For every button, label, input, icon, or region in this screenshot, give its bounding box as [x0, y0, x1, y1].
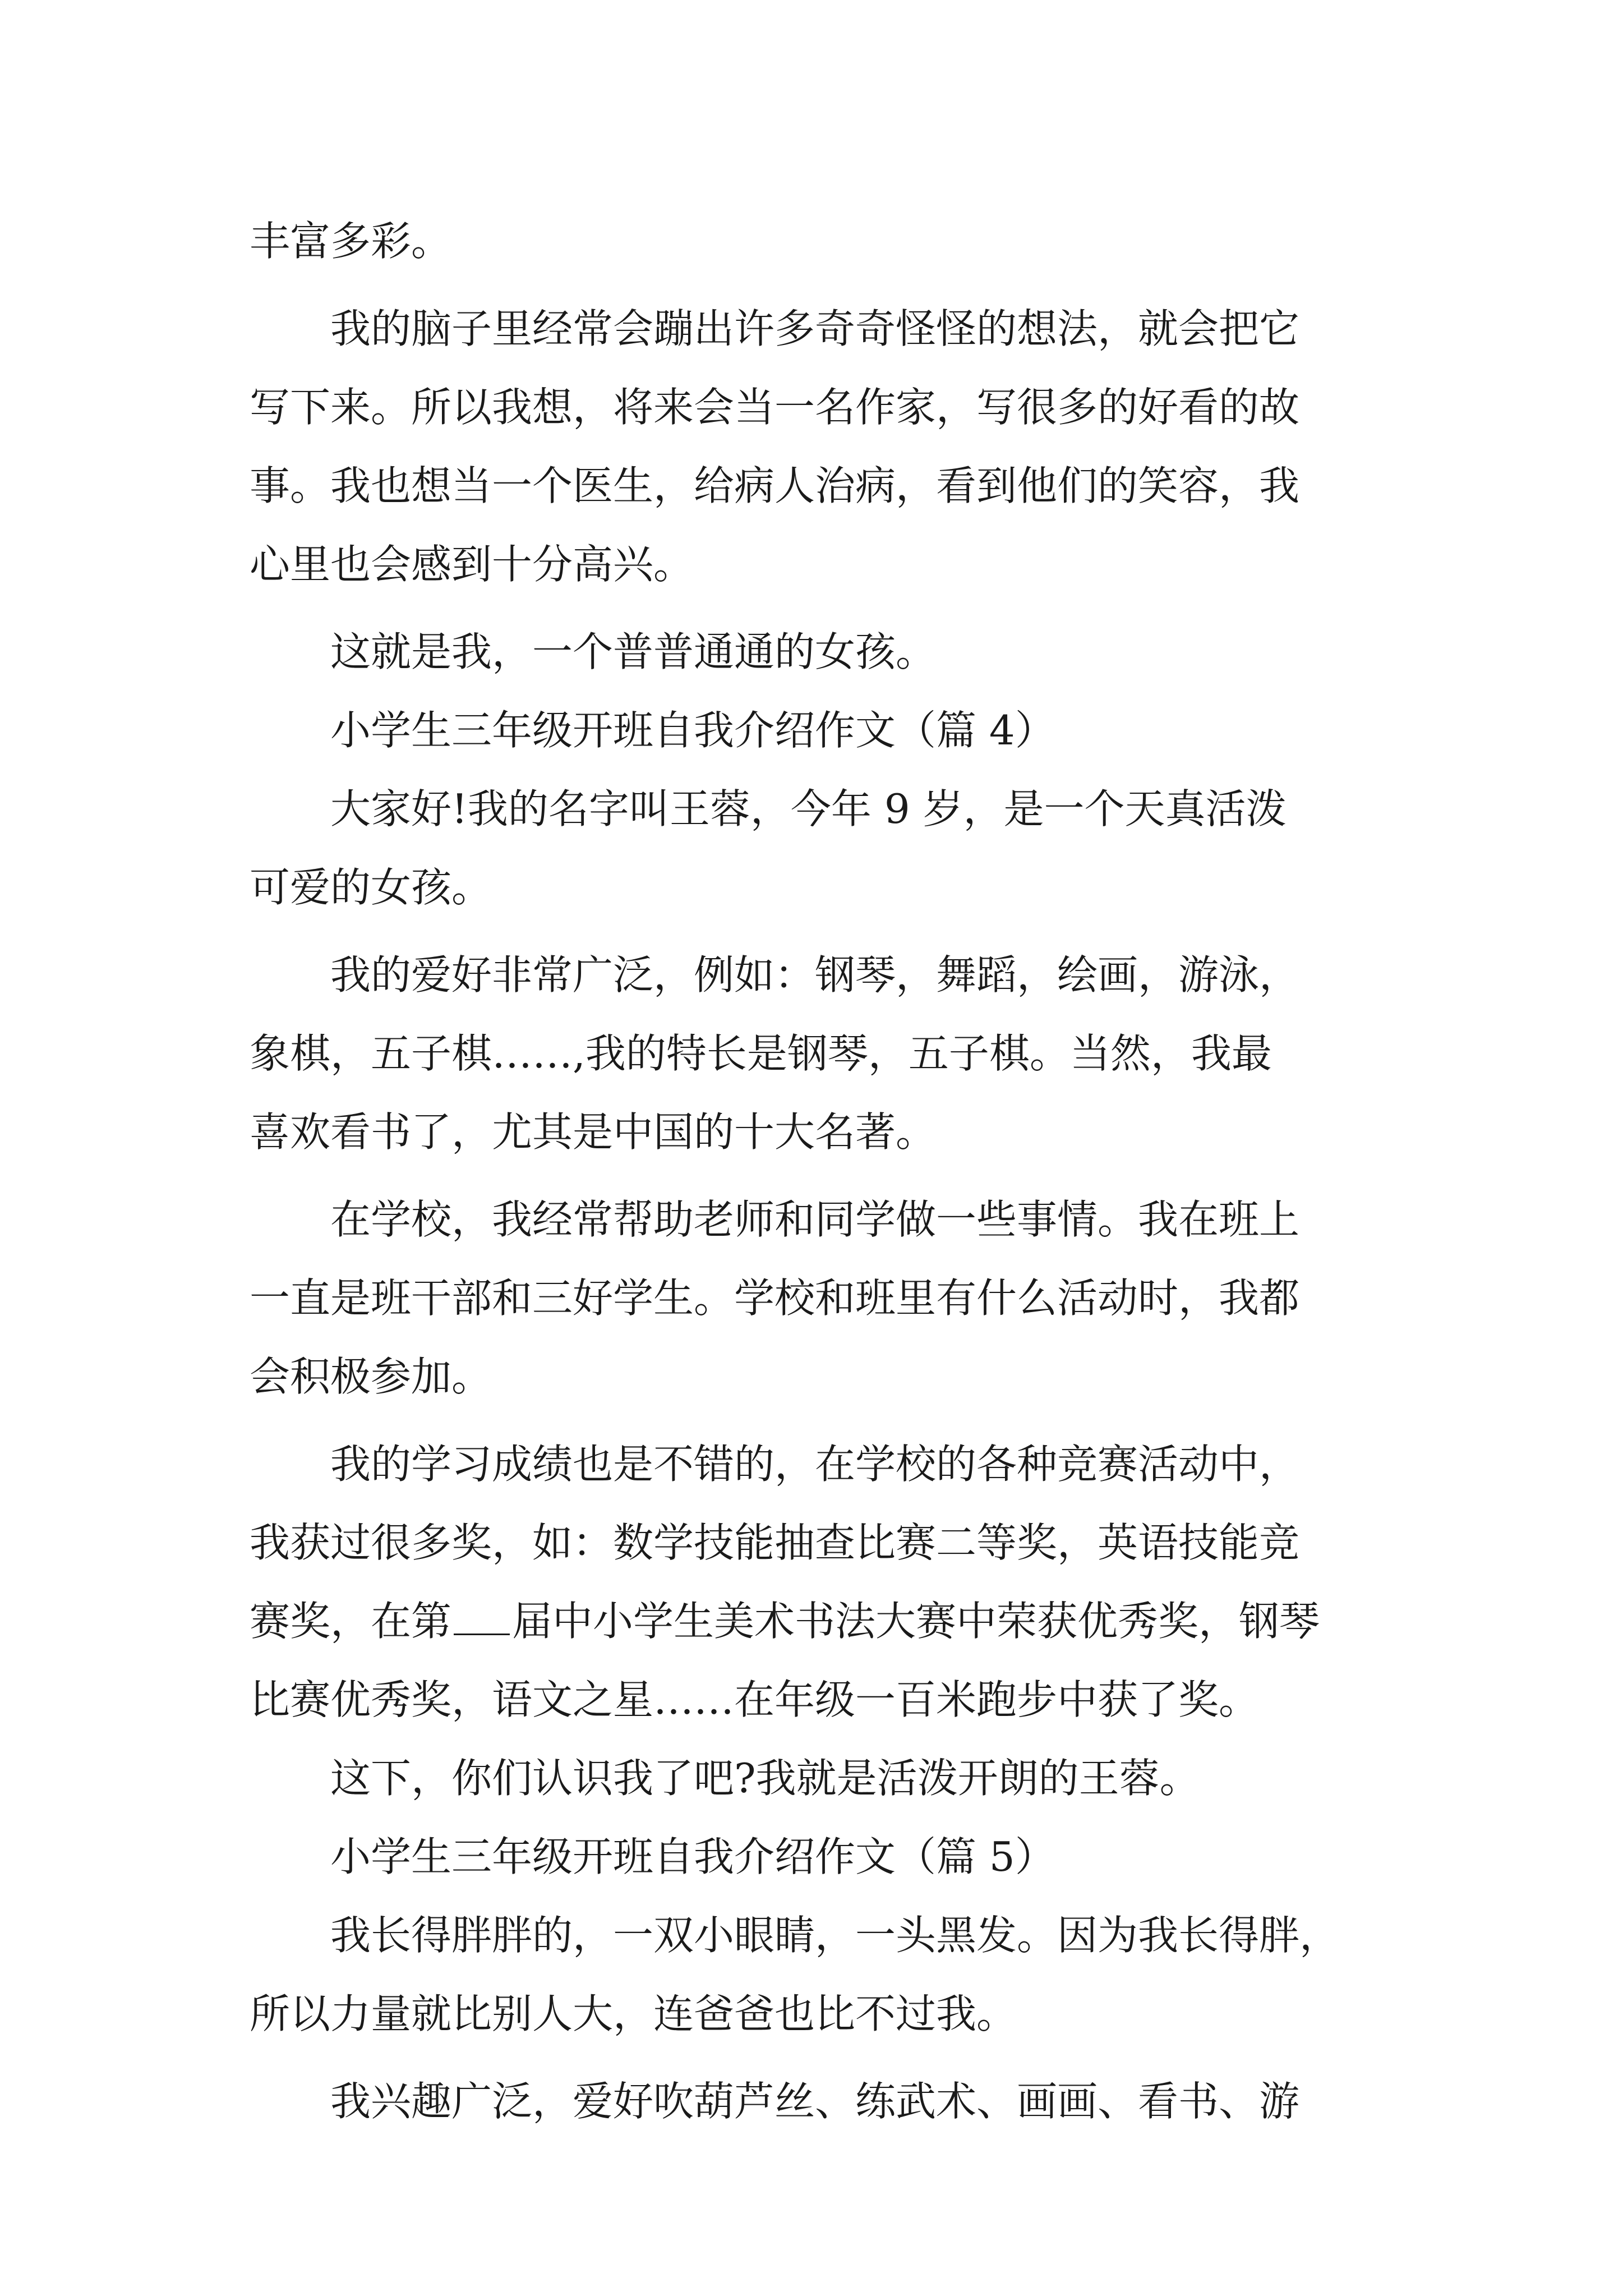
section-heading: 小学生三年级开班自我介绍作文（篇 4）: [250, 707, 1055, 754]
text-line: 这就是我，一个普普通通的女孩。: [250, 628, 937, 675]
text-line: 这下，你们认识我了吧?我就是活泼开朗的王蓉。: [250, 1755, 1200, 1802]
text-segment: 届中小学生美术书法大赛中荣获优秀奖，钢琴: [512, 1598, 1320, 1645]
text-line: 所以力量就比别人大，连爸爸也比不过我。: [250, 1990, 1017, 2037]
text-line: 我兴趣广泛，爱好吹葫芦丝、练武术、画画、看书、游: [250, 2078, 1300, 2125]
document-body: [250, 202, 1396, 2141]
text-line: 一直是班干部和三好学生。学校和班里有什么活动时，我都: [250, 1274, 1300, 1322]
text-line: 我长得胖胖的，一双小眼睛，一头黑发。因为我长得胖，: [250, 1912, 1340, 1959]
text-line: 丰富多彩。: [250, 218, 452, 265]
text-line: 会积极参加。: [250, 1353, 492, 1400]
text-line: 在学校，我经常帮助老师和同学做一些事情。我在班上: [250, 1196, 1300, 1243]
text-line: 心里也会感到十分高兴。: [250, 541, 694, 588]
text-line: 事。我也想当一个医生，给病人治病，看到他们的笑容，我: [250, 462, 1300, 509]
text-segment: 赛奖，在第: [250, 1598, 452, 1645]
text-line: 喜欢看书了，尤其是中国的十大名著。: [250, 1108, 937, 1156]
text-line: 大家好!我的名字叫王蓉，今年 9 岁，是一个天真活泼: [250, 785, 1287, 832]
text-line: 象棋，五子棋……,我的特长是钢琴，五子棋。当然，我最: [250, 1030, 1272, 1077]
text-line: 比赛优秀奖，语文之星……在年级一百米跑步中获了奖。: [250, 1676, 1260, 1723]
text-line: 可爱的女孩。: [250, 864, 492, 911]
section-heading: 小学生三年级开班自我介绍作文（篇 5）: [250, 1833, 1055, 1880]
text-line: 我的学习成绩也是不错的，在学校的各种竞赛活动中，: [250, 1441, 1300, 1488]
text-line-with-blank: [250, 1582, 1396, 1660]
text-line: 我获过很多奖，如：数学技能抽查比赛二等奖，英语技能竞: [250, 1519, 1300, 1566]
text-line: 写下来。所以我想，将来会当一名作家，写很多的好看的故: [250, 384, 1300, 431]
text-line: 我的爱好非常广泛，例如：钢琴，舞蹈，绘画，游泳，: [250, 951, 1300, 999]
fill-in-blank: [454, 1631, 510, 1635]
text-line: 我的脑子里经常会蹦出许多奇奇怪怪的想法，就会把它: [250, 305, 1300, 352]
